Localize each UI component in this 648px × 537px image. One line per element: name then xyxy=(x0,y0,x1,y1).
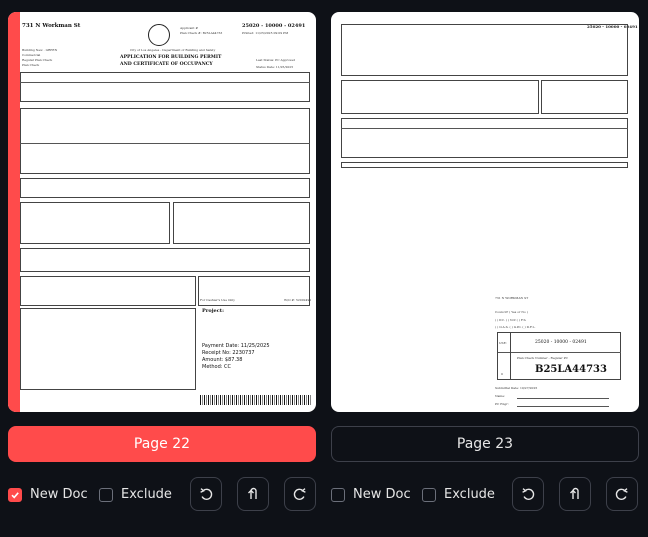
doc-title-1: APPLICATION FOR BUILDING PERMIT xyxy=(120,55,222,60)
rotate-left-icon xyxy=(520,486,536,502)
rotate-left-button-page-22[interactable] xyxy=(190,477,222,511)
flip-button-page-23[interactable] xyxy=(559,477,591,511)
doc-plan-check: Plan Check #: B25LA44733 xyxy=(180,31,223,35)
page-22-button[interactable]: Page 22 xyxy=(8,426,316,462)
doc-dept: City of Los Angeles - Department of Building and Safety xyxy=(130,48,216,52)
rotate-right-button-page-23[interactable] xyxy=(606,477,638,511)
new-doc-checkbox-page-22[interactable] xyxy=(8,487,88,502)
checkbox-unchecked[interactable] xyxy=(422,488,436,502)
new-doc-label: New Doc xyxy=(353,487,411,502)
rotate-left-icon xyxy=(198,486,214,502)
flip-icon xyxy=(567,486,583,502)
document-preview: 731 N Workman St Applicant # Plan Check #: B25LA44733 25020 - 10000 - 02491 Printed: 11/25/2025 09:09 PM Building New · GREEN Commercial Regular Plan Check Plan Check City of Los Angeles - Department of Building and Safety APPLICATION FOR BUILDING PERMIT AND CERTIFICATE OF OCCUPANCY Last Status: PC Approved Status Date: 11/25/2025 Project: Payment Date: 11/25/2025 Receipt No: 2230737 Amount: $87.38 Method: CC For Cashier's Use Only W/O #: 52002491 xyxy=(20,12,316,412)
exclude-checkbox-page-23[interactable] xyxy=(422,487,495,502)
rotate-right-icon xyxy=(292,486,308,502)
flip-icon xyxy=(245,486,261,502)
doc-title-2: AND CERTIFICATE OF OCCUPANCY xyxy=(120,62,213,67)
checkbox-unchecked[interactable] xyxy=(99,488,113,502)
exclude-checkbox-page-22[interactable] xyxy=(99,487,172,502)
rotate-left-button-page-23[interactable] xyxy=(512,477,544,511)
check-icon xyxy=(10,490,20,500)
new-doc-label: New Doc xyxy=(30,487,88,502)
page-22-thumbnail[interactable] xyxy=(8,12,316,412)
document-preview: 25020 - 10000 - 02491 731 N WORKMAN ST Council? ( Yes or No ) ( ) P.C. ( ) N.P. ( ) F.S. ( ) O.A.S. ( ) G.P.I. ( ) D.F.L. USE: 25020 - 10000 - 02491 Plan Check Number - Regular PC B25LA44733 0 Submittal Date: 10/27/2025 Name: PC Engr: xyxy=(339,12,639,412)
page-23-thumbnail[interactable] xyxy=(331,12,639,412)
plan-check-number: B25LA44733 xyxy=(535,364,607,375)
doc-project-label: Project: xyxy=(202,308,224,314)
city-seal xyxy=(148,24,170,46)
new-doc-checkbox-page-23[interactable] xyxy=(331,487,411,502)
checkbox-checked[interactable] xyxy=(8,488,22,502)
rotate-right-icon xyxy=(614,486,630,502)
rotate-right-button-page-22[interactable] xyxy=(284,477,316,511)
exclude-label: Exclude xyxy=(444,487,495,502)
doc-permit-no: 25020 - 10000 - 02491 xyxy=(242,23,306,29)
flip-button-page-22[interactable] xyxy=(237,477,269,511)
barcode xyxy=(200,395,312,405)
exclude-label: Exclude xyxy=(121,487,172,502)
doc-address: 731 N Workman St xyxy=(22,23,81,29)
page-23-button[interactable]: Page 23 xyxy=(331,426,639,462)
selected-indicator xyxy=(8,12,20,412)
checkbox-unchecked[interactable] xyxy=(331,488,345,502)
